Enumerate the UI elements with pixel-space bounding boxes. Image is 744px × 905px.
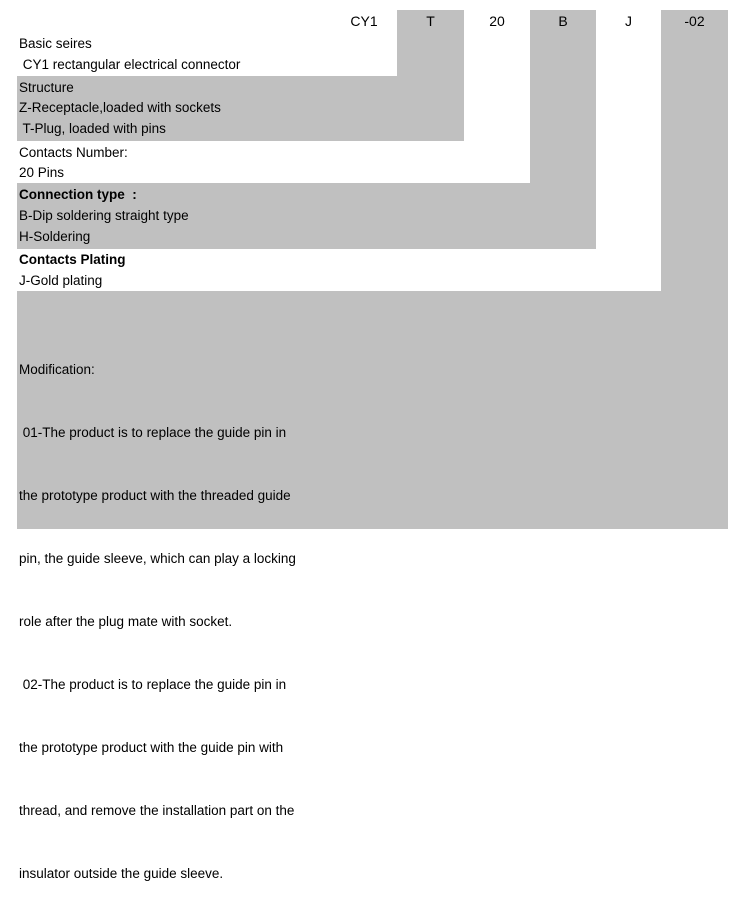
structure-option-receptacle: Z-Receptacle,loaded with sockets bbox=[19, 100, 221, 115]
code-column-connection bbox=[530, 10, 596, 183]
code-contacts: 20 bbox=[489, 13, 505, 29]
code-series: CY1 bbox=[350, 13, 378, 29]
code-plating: J bbox=[625, 13, 632, 29]
modification-line: role after the plug mate with socket. bbox=[19, 614, 233, 629]
connection-type-heading: Connection type : bbox=[19, 187, 137, 202]
modification-heading: Modification: bbox=[19, 362, 95, 377]
connection-option-dip: B-Dip soldering straight type bbox=[19, 208, 189, 223]
modification-line: the prototype product with the guide pin with bbox=[19, 740, 284, 755]
structure-heading: Structure bbox=[19, 80, 74, 95]
modification-line: thread, and remove the installation part on the bbox=[19, 803, 295, 818]
modification-line: 01-The product is to replace the guide pin in bbox=[19, 425, 287, 440]
modification-line: insulator outside the guide sleeve. bbox=[19, 866, 224, 881]
modification-line: the prototype product with the threaded guide bbox=[19, 488, 291, 503]
code-column-modification bbox=[661, 10, 728, 291]
contacts-plating-value: J-Gold plating bbox=[19, 273, 103, 288]
contacts-number-heading: Contacts Number: bbox=[19, 145, 128, 160]
contacts-number-value: 20 Pins bbox=[19, 165, 65, 180]
modification-line: pin, the guide sleeve, which can play a locking bbox=[19, 551, 296, 566]
connection-option-soldering: H-Soldering bbox=[19, 229, 91, 244]
basic-series-heading: Basic seires bbox=[19, 36, 92, 51]
code-modification: -02 bbox=[684, 13, 705, 29]
contacts-plating-heading: Contacts Plating bbox=[19, 252, 126, 267]
modification-line: 02-The product is to replace the guide pin in bbox=[19, 677, 287, 692]
structure-option-plug: T-Plug, loaded with pins bbox=[19, 121, 166, 136]
code-structure: T bbox=[426, 13, 435, 29]
code-connection: B bbox=[558, 13, 568, 29]
basic-series-description: CY1 rectangular electrical connector bbox=[19, 57, 241, 72]
modification-text bbox=[19, 317, 339, 905]
